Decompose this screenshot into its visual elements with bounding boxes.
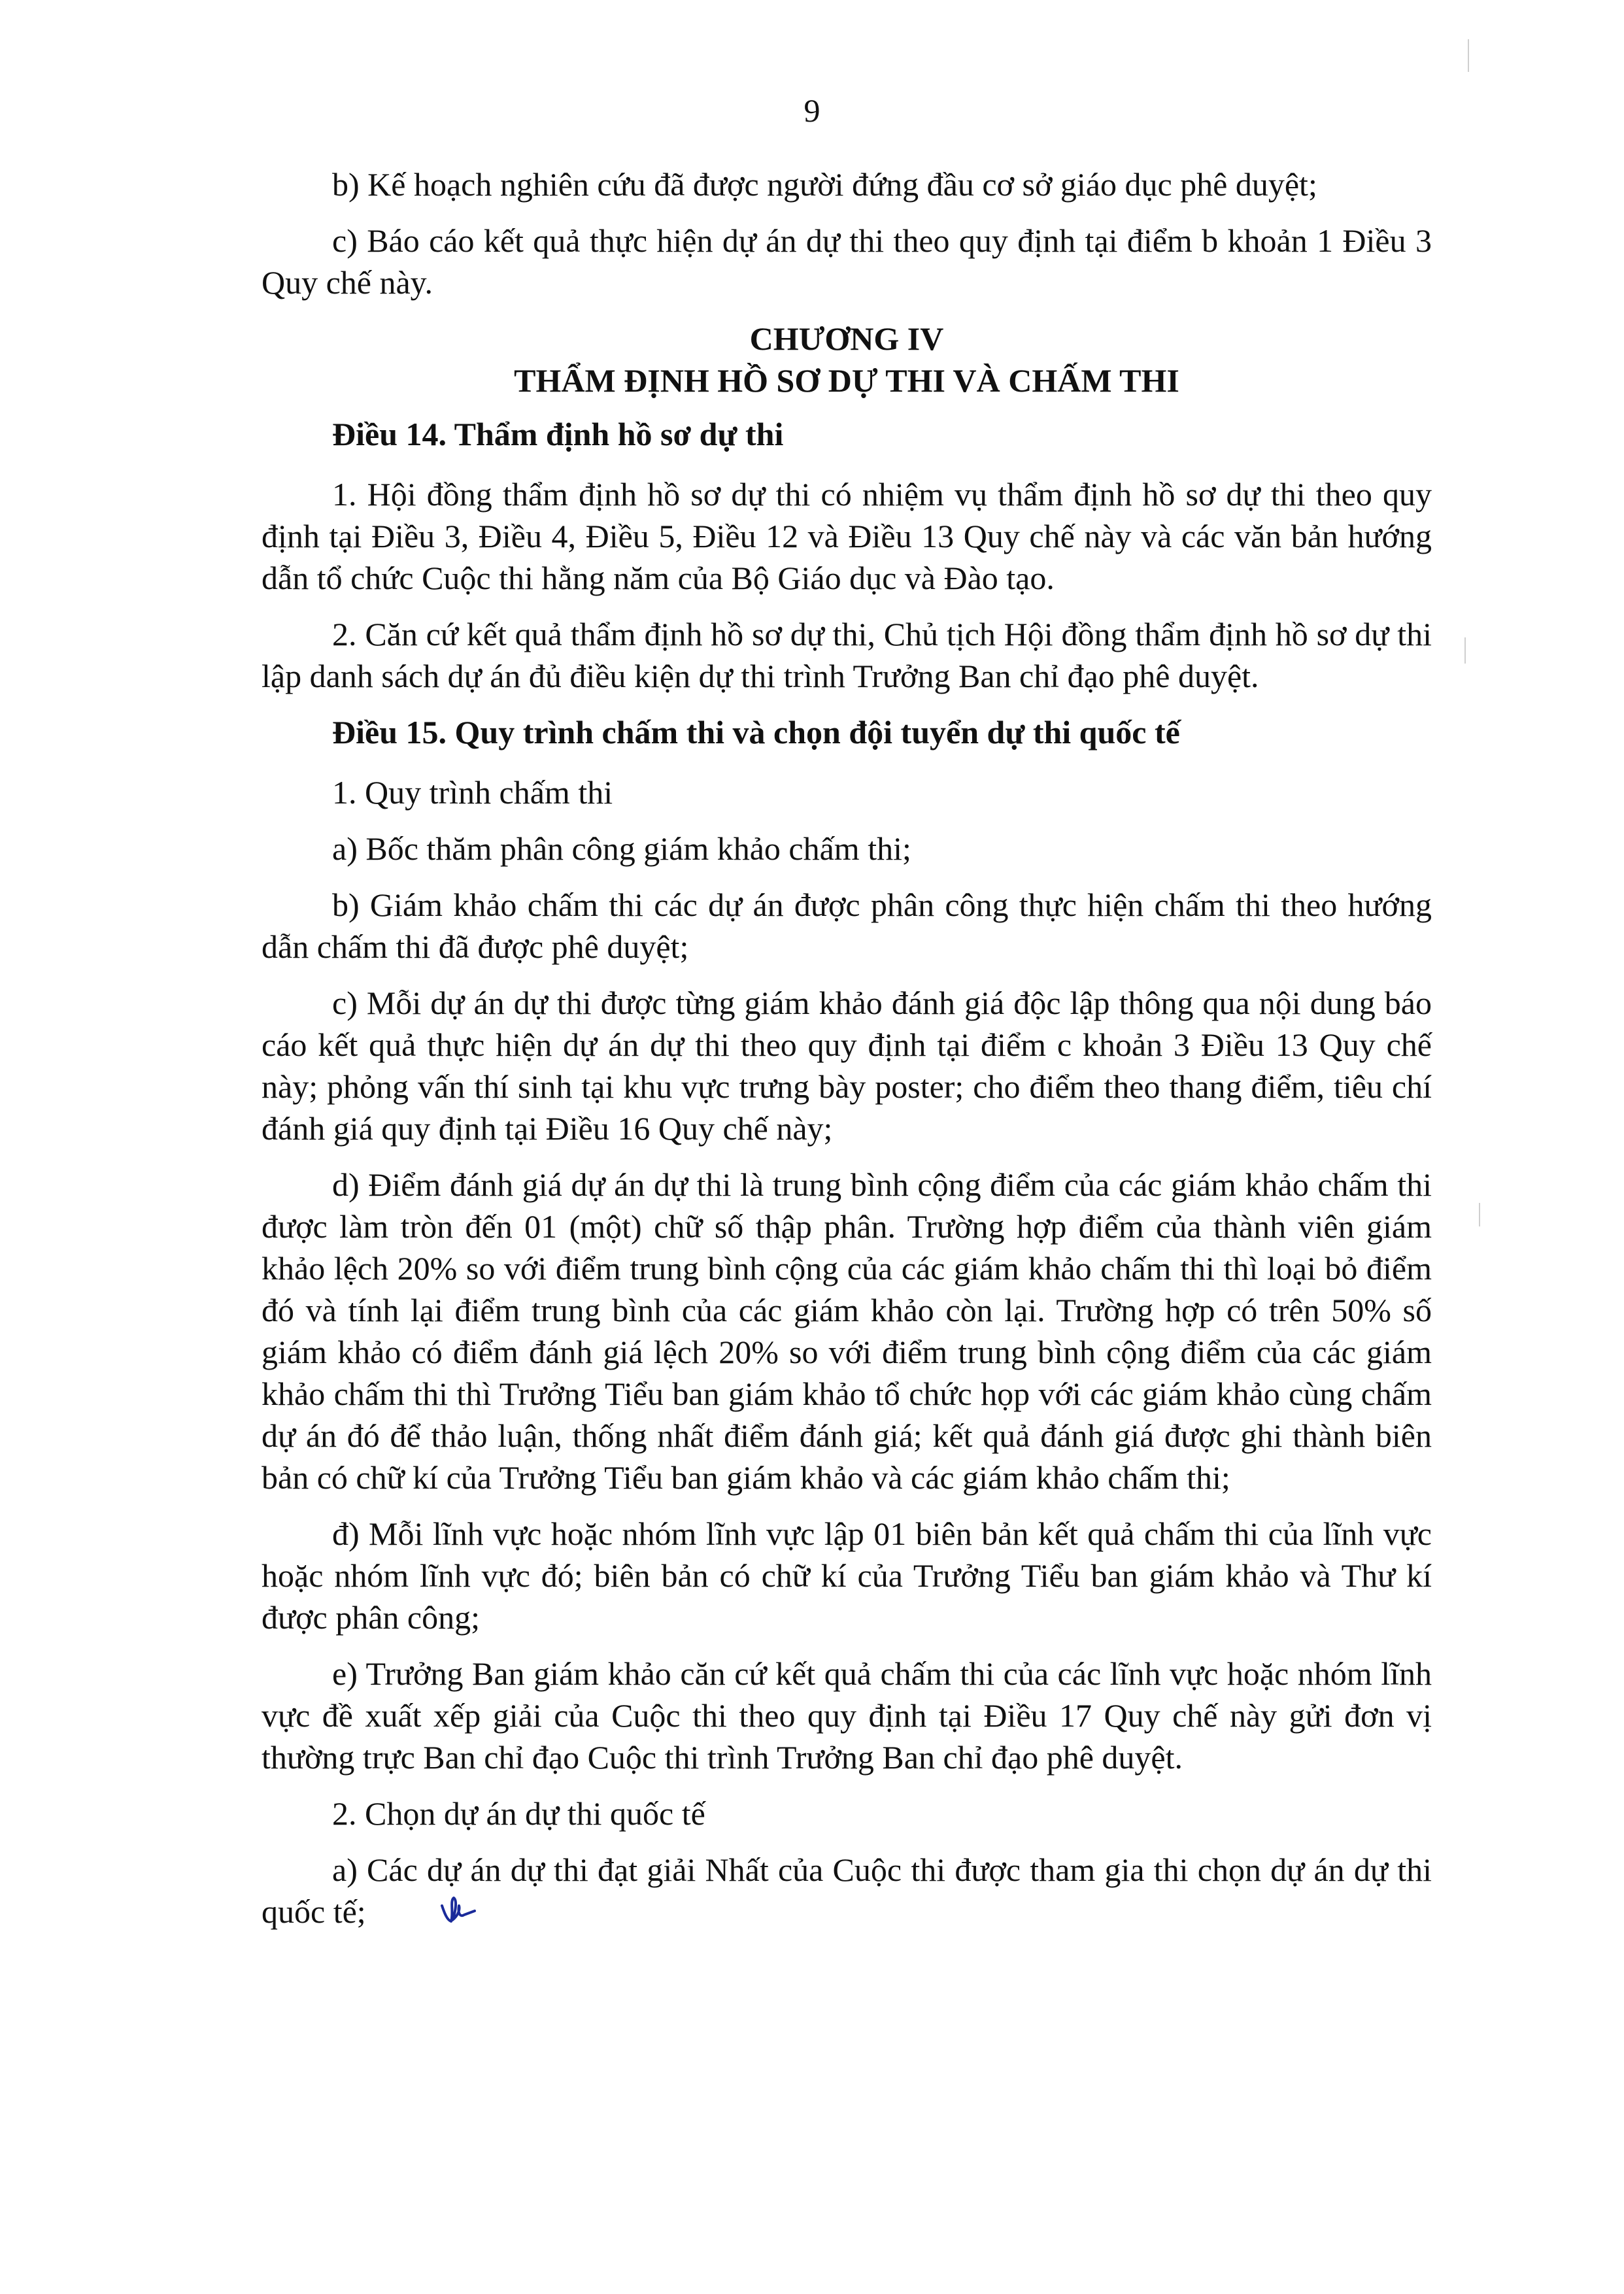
article-14-heading: Điều 14. Thẩm định hồ sơ dự thi (332, 416, 784, 452)
page-number: 9 (804, 92, 820, 129)
paragraph: a) Bốc thăm phân công giám khảo chấm thi; (332, 830, 911, 867)
chapter-title: THẨM ĐỊNH HỒ SƠ DỰ THI VÀ CHẤM THI (514, 362, 1179, 399)
scan-artifact (1464, 637, 1466, 664)
article-15-heading: Điều 15. Quy trình chấm thi và chọn đội tuyển dự thi quốc tế (332, 714, 1180, 751)
scan-artifact (1468, 39, 1469, 72)
paragraph: e) Trưởng Ban giám khảo căn cứ kết quả chấm thi của các lĩnh vực hoặc nhóm lĩnh vực đề xuất xếp giải của Cuộc thi theo quy định tại Điều 17 Quy chế này gửi đơn vị thường trực Ban chỉ đạo Cuộc thi trình Trưởng Ban chỉ đạo phê duyệt. (262, 1655, 1432, 1776)
scan-artifact (1479, 1203, 1480, 1226)
paragraph: d) Điểm đánh giá dự án dự thi là trung bình cộng điểm của các giám khảo chấm thi được làm tròn đến 01 (một) chữ số thập phân. Trường hợp điểm của thành viên giám khảo lệch 20% so với điểm trung bình cộng của các giám khảo chấm thi thì loại bỏ điểm đó và tính lại điểm trung bình của các giám khảo còn lại. Trường hợp có trên 50% số giám khảo có điểm đánh giá lệch 20% so với điểm trung bình cộng điểm của các giám khảo chấm thi thì Trưởng Tiểu ban giám khảo tổ chức họp với các giám khảo cùng chấm dự án đó để thảo luận, thống nhất điểm đánh giá; kết quả đánh giá được ghi thành biên bản có chữ kí của Trưởng Tiểu ban giám khảo và các giám khảo chấm thi; (262, 1166, 1432, 1496)
paragraph: đ) Mỗi lĩnh vực hoặc nhóm lĩnh vực lập 01 biên bản kết quả chấm thi của lĩnh vực hoặc nhóm lĩnh vực đó; biên bản có chữ kí của Trưởng Tiểu ban giám khảo và Thư kí được phân công; (262, 1515, 1432, 1636)
paragraph: c) Báo cáo kết quả thực hiện dự án dự thi theo quy định tại điểm b khoản 1 Điều 3 Quy chế này. (262, 222, 1432, 301)
last-paragraph (262, 1849, 1432, 1936)
paragraph: b) Giám khảo chấm thi các dự án được phân công thực hiện chấm thi theo hướng dẫn chấm thi đã được phê duyệt; (262, 886, 1432, 965)
paragraph: 1. Quy trình chấm thi (332, 774, 613, 811)
initials-signature-icon (367, 1894, 477, 1936)
chapter-heading (262, 318, 1432, 401)
paragraph: 2. Căn cứ kết quả thẩm định hồ sơ dự thi, Chủ tịch Hội đồng thẩm định hồ sơ dự thi lập danh sách dự án đủ điều kiện dự thi trình Trưởng Ban chỉ đạo phê duyệt. (262, 616, 1432, 694)
paragraph: 1. Hội đồng thẩm định hồ sơ dự thi có nhiệm vụ thẩm định hồ sơ dự thi theo quy định tại Điều 3, Điều 4, Điều 5, Điều 12 và Điều 13 Quy chế này và các văn bản hướng dẫn tổ chức Cuộc thi hằng năm của Bộ Giáo dục và Đào tạo. (262, 476, 1432, 596)
paragraph: 2. Chọn dự án dự thi quốc tế (332, 1795, 705, 1832)
paragraph: c) Mỗi dự án dự thi được từng giám khảo đánh giá độc lập thông qua nội dung báo cáo kết quả thực hiện dự án dự thi theo quy định tại điểm c khoản 3 Điều 13 Quy chế này; phỏng vấn thí sinh tại khu vực trưng bày poster; cho điểm theo thang điểm, tiêu chí đánh giá quy định tại Điều 16 Quy chế này; (262, 985, 1432, 1147)
chapter-number: CHƯƠNG IV (749, 320, 944, 357)
paragraph-text: a) Các dự án dự thi đạt giải Nhất của Cuộc thi được tham gia thi chọn dự án dự thi quốc tế; (262, 1851, 1432, 1930)
document-body (262, 163, 1432, 1951)
paragraph: b) Kế hoạch nghiên cứu đã được người đứng đầu cơ sở giáo dục phê duyệt; (332, 166, 1317, 203)
